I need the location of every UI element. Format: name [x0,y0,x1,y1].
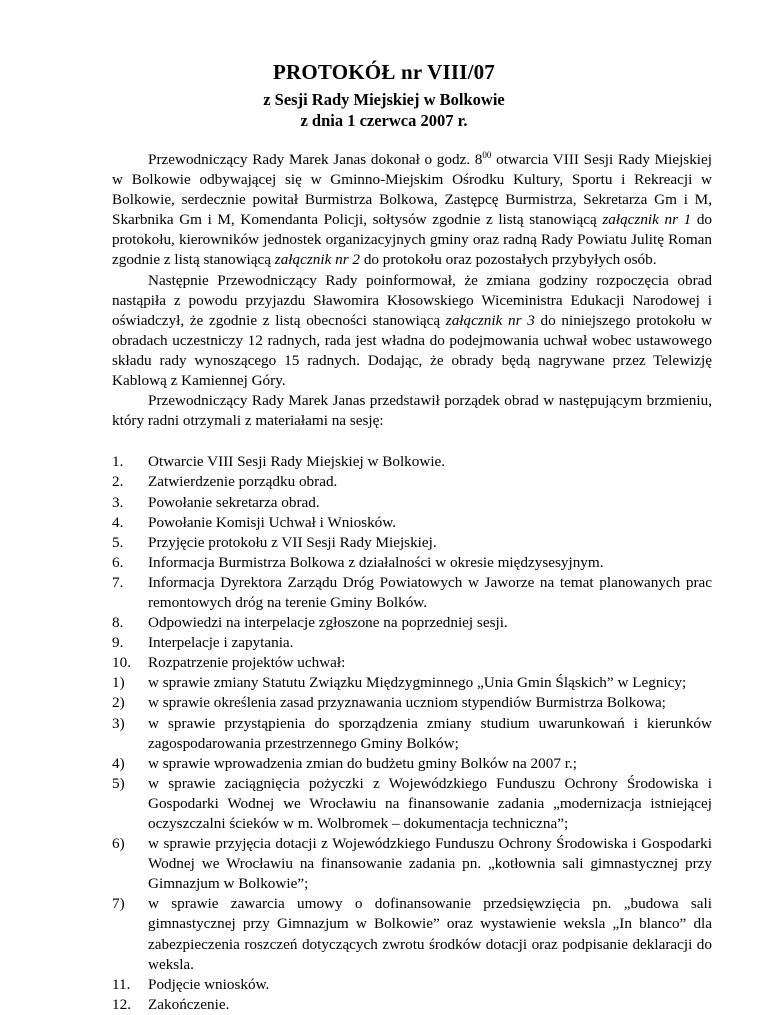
agenda-item [112,714,712,754]
agenda-item-text: Powołanie sekretarza obrad. [148,493,320,511]
agenda-item-number: 8. [112,614,124,632]
agenda-item-number: 3. [112,493,124,511]
agenda-item-number: 2) [112,694,125,712]
agenda-item-number: 6. [112,553,124,571]
agenda-item [112,894,712,974]
paragraph-quorum [112,271,712,392]
paragraph-agenda-intro: Przewodniczący Rady Marek Janas przedstawił porządek obrad w następującym brzmieniu, który radni otrzymali z materiałami na sesję: [112,392,712,430]
document-body [112,150,712,1015]
p1-text-d: do protokołu oraz pozostałych przybyłych osób. [360,251,657,269]
agenda-item-text: Odpowiedzi na interpelacje zgłoszone na poprzedniej sesji. [148,614,508,632]
agenda-item-text: Informacja Burmistrza Bolkowa z działalności w okresie międzysesyjnym. [148,553,604,571]
document-subtitle [0,89,768,131]
agenda-item-text: Interpelacje i zapytania. [148,634,294,652]
agenda-item-text: Informacja Dyrektora Zarządu Dróg Powiatowych w Jaworze na temat planowanych prac remontowych dróg na terenie Gminy Bolków. [148,573,712,611]
agenda-item-number: 5) [112,774,125,792]
p1-text-b: otwarcia VIII Sesji Rady Miejskiej w Bolkowie odbywającej się w Gminno-Miejskim Ośrodku Kultury, Sportu i Rekreacji w Bolkowie, serdecznie powitał Burmistrza Bolkowa, Zastępcę Burmistrza, Sekretarza Gm i M, Skarbnika Gm i M, Komendanta Policji, sołtysów zgodnie z listą stanowiącą [112,151,712,229]
agenda-item [112,493,712,513]
agenda-item-text: Rozpatrzenie projektów uchwał: [148,654,346,672]
agenda-item-text: Przyjęcie protokołu z VII Sesji Rady Miejskiej. [148,533,437,551]
agenda-item-text: Podjęcie wniosków. [148,975,270,993]
agenda-item [112,995,712,1015]
agenda-item [112,553,712,573]
agenda-item [112,472,712,492]
agenda-item-number: 7. [112,573,124,591]
agenda-item-text: Otwarcie VIII Sesji Rady Miejskiej w Bolkowie. [148,453,446,471]
agenda-item-text: w sprawie zawarcia umowy o dofinansowanie przedsięwzięcia pn. „budowa sali gimnastycznej przy Gimnazjum w Bolkowie” oraz wystawienie weksla „In blanco” dla zabezpieczenia roszczeń dotyczących zwrotu środków dotacji oraz podpisanie deklaracji do weksla. [148,895,712,973]
agenda-item [112,573,712,613]
agenda-item [112,834,712,894]
agenda-item-text: w sprawie zaciągnięcia pożyczki z Wojewódzkiego Funduszu Ochrony Środowiska i Gospodarki Wodnej we Wrocławiu na finansowanie zadania „modernizacja istniejącej oczyszczalni ścieków w m. Wolbromek – dokumentacja techniczna”; [148,774,712,832]
agenda-item-text: w sprawie wprowadzenia zmian do budżetu gminy Bolków na 2007 r.; [148,754,577,772]
agenda-item-number: 2. [112,473,124,491]
agenda-list [112,452,712,1015]
p1-text-a: Przewodniczący Rady Marek Janas dokonał o godz. 8 [148,151,483,168]
agenda-item [112,513,712,533]
agenda-item-number: 11. [112,975,131,993]
agenda-item-number: 5. [112,533,124,551]
agenda-item-text: w sprawie przystąpienia do sporządzenia zmiany studium uwarunkowań i kierunków zagospodarowania przestrzennego Gminy Bolków; [148,714,712,752]
agenda-item-text: Powołanie Komisji Uchwał i Wniosków. [148,513,397,531]
agenda-item [112,633,712,653]
agenda-item [112,774,712,834]
agenda-item-number: 10. [112,654,131,672]
agenda-item-number: 1) [112,674,125,692]
agenda-item-number: 3) [112,714,125,732]
agenda-item [112,754,712,774]
p1-text-c: do protokołu, kierowników jednostek organizacyjnych gminy oraz radną Rady Powiatu Julitę Roman zgodnie z listą stanowiącą [112,211,713,269]
agenda-item [112,613,712,633]
agenda-item-text: w sprawie przyjęcia dotacji z Wojewódzkiego Funduszu Ochrony Środowiska i Gospodarki Wodnej we Wrocławiu na finansowanie zadania pn. „kotłownia sali gimnastycznej przy Gimnazjum w Bolkowie”; [148,835,712,893]
subtitle-date: z dnia 1 czerwca 2007 r. [300,111,468,130]
agenda-item-number: 7) [112,895,125,913]
agenda-item [112,452,712,472]
agenda-item-text: w sprawie określenia zasad przyznawania uczniom stypendiów Burmistrza Bolkowa; [148,694,666,712]
agenda-item-text: Zatwierdzenie porządku obrad. [148,473,338,491]
attachment-ref-2: załącznik nr 2 [274,251,361,269]
agenda-item-number: 9. [112,634,124,652]
agenda-item [112,673,712,693]
agenda-item [112,975,712,995]
agenda-item-number: 4) [112,754,125,772]
attachment-ref-1: załącznik nr 1 [602,211,692,229]
agenda-item [112,693,712,713]
agenda-item [112,533,712,553]
agenda-item-number: 6) [112,835,125,853]
document-title: PROTOKÓŁ nr VIII/07 [272,60,496,84]
agenda-item-text: w sprawie zmiany Statutu Związku Międzygminnego „Unia Gmin Śląskich” w Legnicy; [148,674,687,692]
attachment-ref-3: załącznik nr 3 [445,311,535,329]
agenda-item-number: 1. [112,453,124,471]
subtitle-session: z Sesji Rady Miejskiej w Bolkowie [263,90,505,109]
agenda-item [112,653,712,673]
p2-text-b: do niniejszego protokołu w obradach uczestniczy 12 radnych, rada jest władna do podejmowania uchwał wobec ustawowego składu rady wynoszącego 15 radnych. Dodając, że obrady będą nagrywane przez Telewizję Kablową z Kamiennej Góry. [112,311,712,390]
paragraph-opening [112,150,712,271]
agenda-item-number: 4. [112,513,124,531]
p2-text-a: Następnie Przewodniczący Rady poinformował, że zmiana godziny rozpoczęcia obrad nastąpiła z powodu przyjazdu Sławomira Kłosowskiego Wiceministra Edukacji Narodowej i oświadczył, że zgodnie z listą obecności stanowiącą [112,271,712,329]
time-superscript: 00 [482,150,492,160]
agenda-item-text: Zakończenie. [148,995,230,1013]
agenda-item-number: 12. [112,995,131,1013]
